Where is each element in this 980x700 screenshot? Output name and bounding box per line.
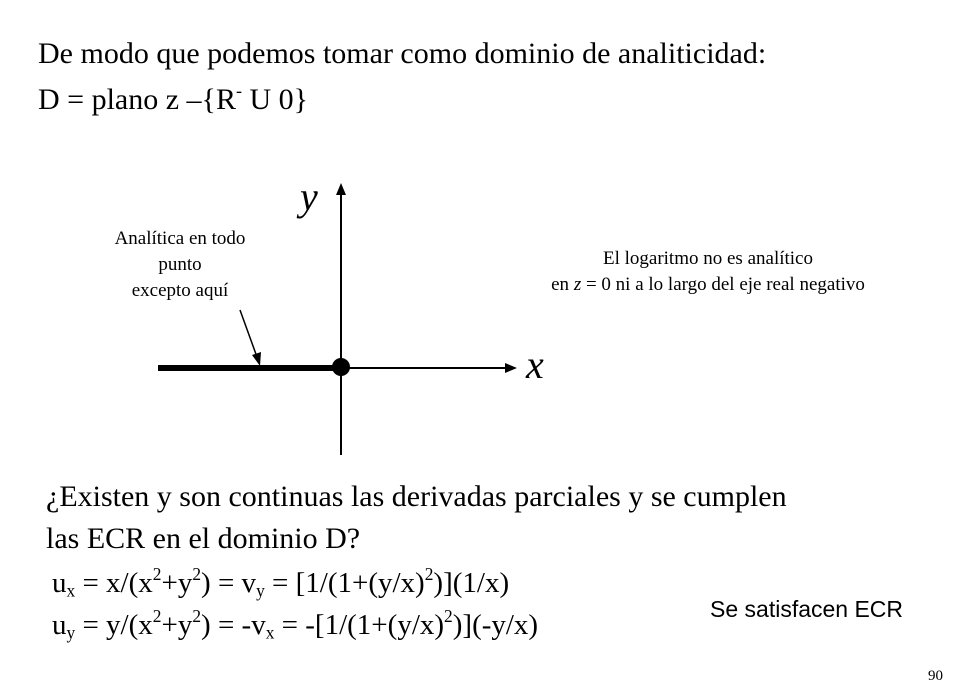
y-axis-label: y [300, 174, 318, 219]
equation-ux [52, 563, 509, 603]
equation-uy [52, 605, 538, 645]
logarithm-note-post: = 0 ni a lo largo del eje real negativo [581, 274, 865, 295]
heading-line-2-suffix: U 0} [241, 83, 309, 116]
heading-line-2-sup: - [235, 80, 242, 101]
eq2-u-sub: y [66, 622, 76, 643]
eq1-part-1: = x/(x [75, 567, 153, 599]
eq2-part-3: ) = -v [201, 609, 266, 641]
eq1-sup-3: 2 [424, 563, 434, 584]
eq1-part-5: )](1/x) [433, 567, 510, 599]
logarithm-note-line-2 [468, 272, 948, 298]
x-axis-arrowhead [505, 363, 517, 373]
question-line-2: las ECR en el dominio D? [46, 522, 361, 555]
ecr-satisfied-note: Se satisfacen ECR [710, 596, 904, 622]
eq1-u: u [52, 567, 67, 599]
eq2-part-1: = y/(x [75, 609, 153, 641]
eq1-part-4: = [1/(1+(y/x) [264, 567, 425, 599]
analytic-note-line-2: punto [158, 254, 202, 275]
eq2-sup-2: 2 [192, 605, 202, 626]
analytic-note-line-1: Analítica en todo [114, 228, 246, 249]
eq1-part-3: ) = v [201, 567, 257, 599]
pointer-arrow-line [240, 310, 257, 357]
analytic-note [80, 226, 280, 304]
pointer-arrowhead [252, 352, 261, 366]
eq1-sup-2: 2 [192, 563, 202, 584]
eq2-part-2: +y [161, 609, 193, 641]
logarithm-note-line-1: El logaritmo no es analítico [602, 248, 813, 269]
eq1-part-2: +y [161, 567, 193, 599]
page-number: 90 [928, 668, 943, 684]
eq2-v-sub: x [265, 622, 275, 643]
y-axis-arrowhead [336, 183, 346, 195]
logarithm-note-pre: en [551, 274, 574, 295]
heading-line-1: De modo que podemos tomar como dominio de analiticidad: [38, 37, 767, 70]
origin-point [332, 358, 350, 376]
eq2-u: u [52, 609, 67, 641]
eq2-sup-1: 2 [152, 605, 162, 626]
eq2-sup-3: 2 [444, 605, 453, 626]
eq2-part-5: )](-y/x) [452, 609, 539, 641]
eq1-sup-1: 2 [152, 563, 162, 584]
analytic-note-line-3: excepto aquí [131, 280, 229, 301]
heading-line-2-prefix: D = plano z –{R [38, 83, 236, 116]
eq1-v-sub: y [256, 580, 265, 601]
eq1-u-sub: x [66, 580, 76, 601]
question-line-1: ¿Existen y son continuas las derivadas parciales y se cumplen [46, 480, 787, 513]
x-axis-label: x [526, 342, 544, 387]
eq2-part-4: = -[1/(1+(y/x) [274, 609, 445, 641]
logarithm-note-variable: z [573, 274, 582, 295]
logarithm-note [468, 246, 948, 298]
